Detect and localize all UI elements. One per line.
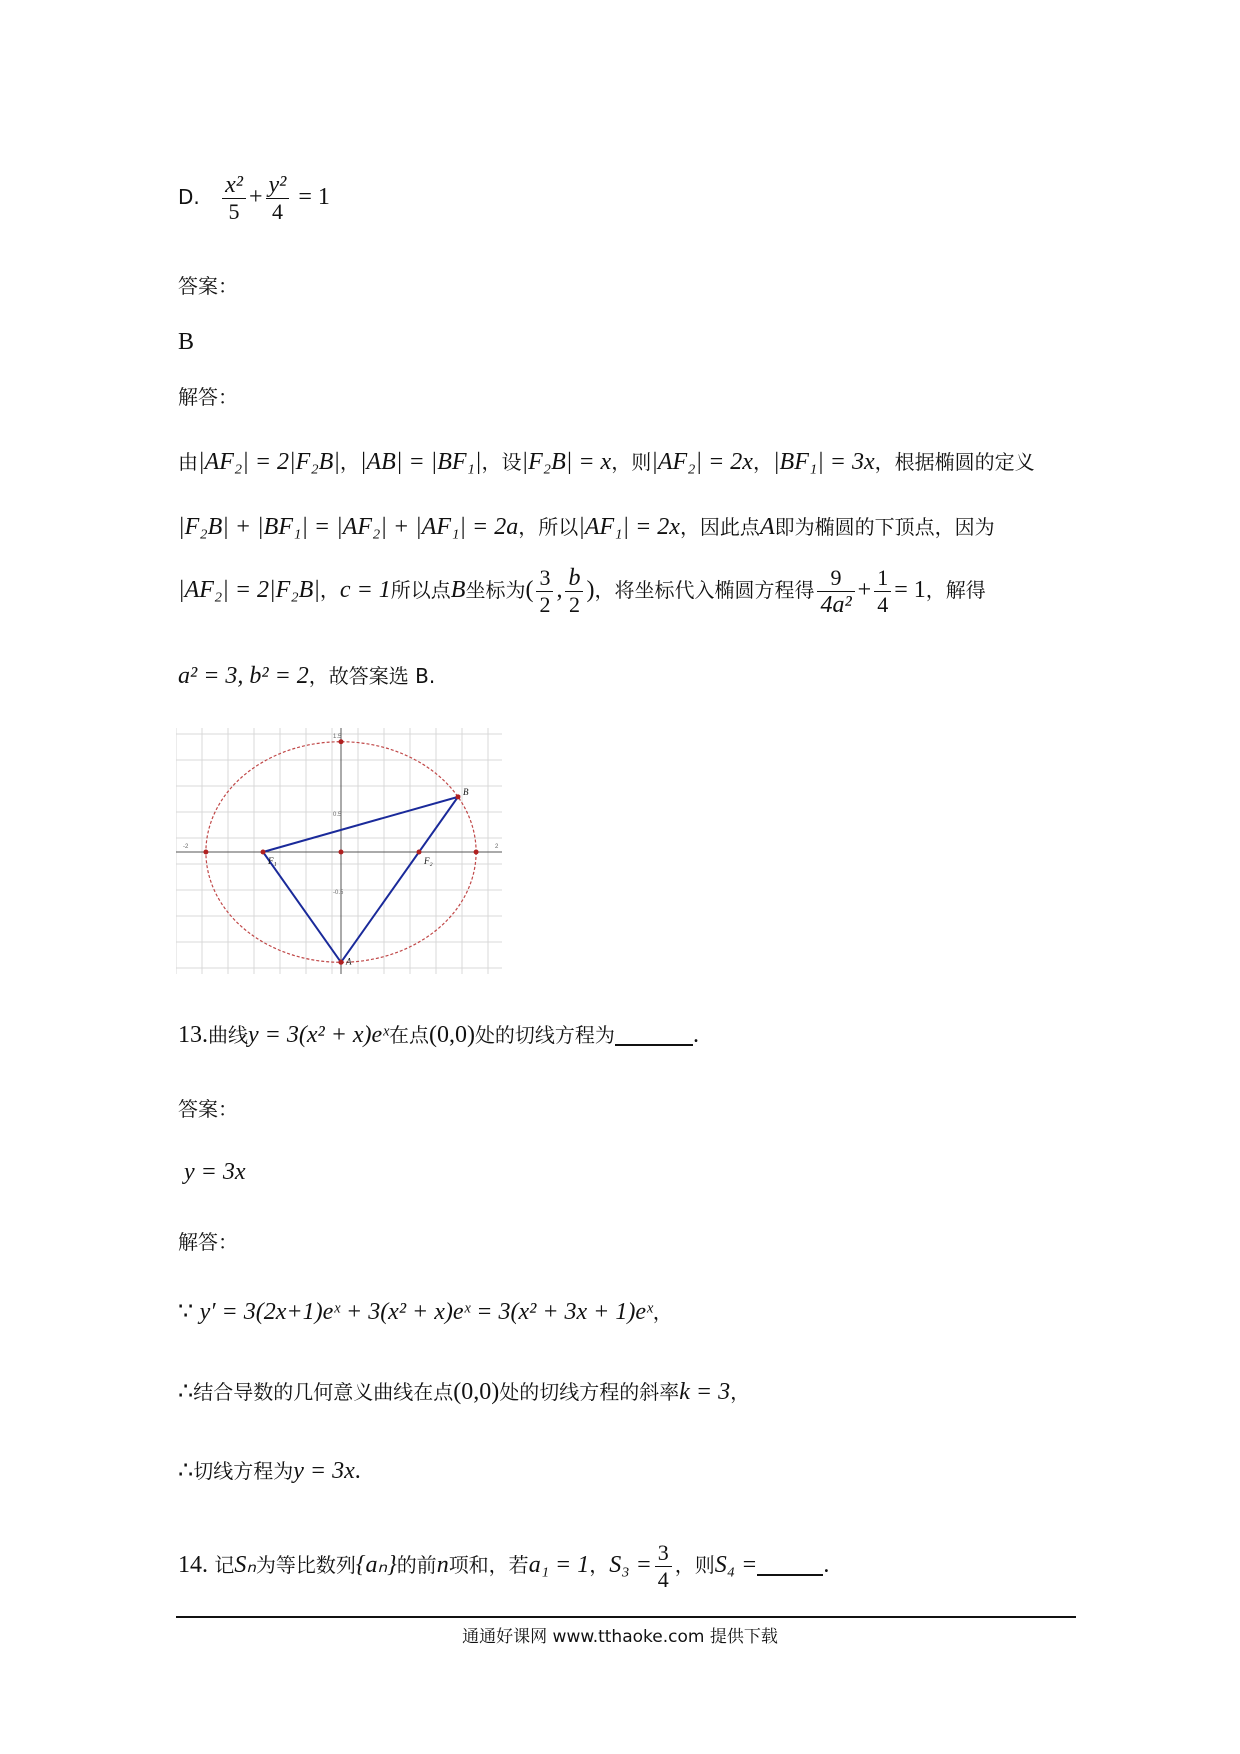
answer-value: y = 3x [184, 1159, 246, 1185]
option-d: D. $\frac{\text{x²}}{5}$ + $\frac{\text{y²}}{4}$ = 1 [178, 172, 330, 224]
solution-line: |AF₂| = 2|F₂B|，c = 1所以点B坐标为( $\frac{3}{2}$ , $\frac{b}{2}$ )，将坐标代入椭圆方程得 $\frac{9}{\text{4a²}}$ + $\frac{1}{4}$ = 1，解得 [178, 565, 986, 618]
ellipse-vertex-point [474, 850, 479, 855]
solution-line: 由|AF₂| = 2|F₂B|，|AB| = |BF₁|，设|F₂B| = x，则|AF₂| = 2x，|BF₁| = 3x，根据椭圆的定义 [178, 449, 1035, 475]
footer: 通通好课网 www.tthaoke.com 提供下载 [462, 1627, 778, 1647]
point-f1 [261, 850, 266, 855]
question-13: 13.曲线y = 3(x² + x)eˣ在点(0,0)处的切线方程为 . [178, 1022, 699, 1048]
tick-label: 1.5 [333, 734, 342, 740]
point-label-a: A [346, 956, 352, 967]
fraction: $\frac{\text{x²}}{5}$ [222, 172, 246, 225]
tick-label: -2 [183, 844, 189, 850]
answer-value: B [178, 329, 195, 355]
tick-label: -0.5 [333, 890, 344, 896]
fraction: $\frac{\text{y²}}{4}$ [266, 172, 290, 225]
triangle-abf1 [263, 797, 458, 962]
ellipse-figure [176, 728, 502, 974]
solution-line: |F₂B| + |BF₁| = |AF₂| + |AF₁| = 2a，所以|AF₁| = 2x，因此点A即为椭圆的下顶点，因为 [178, 514, 995, 540]
point-f2 [417, 850, 422, 855]
answer-label: 答案： [178, 274, 238, 298]
solution-line: ∴切线方程为y = 3x. [178, 1458, 361, 1484]
point-label-f1: F₁ [268, 856, 277, 866]
tick-label: 0.5 [333, 812, 342, 818]
tick-label: 2 [495, 844, 499, 850]
fraction: $\frac{b}{2}$ [565, 565, 583, 618]
option-label: D. [178, 185, 200, 209]
fraction: $\frac{3}{2}$ [536, 565, 553, 618]
point-label-b: B [463, 786, 469, 797]
footer-rule [176, 1616, 1076, 1618]
origin-point [339, 850, 344, 855]
ellipse-vertex-point [203, 850, 208, 855]
fraction: $\frac{9}{\text{4a²}}$ [817, 565, 854, 618]
fraction: $\frac{1}{4}$ [874, 565, 891, 618]
point-label-f2: F₂ [424, 856, 433, 866]
fraction: $\frac{3}{4}$ [655, 1540, 672, 1593]
solution-label: 解答： [178, 1230, 238, 1254]
point-a [339, 960, 344, 965]
answer-label: 答案： [178, 1097, 238, 1121]
answer-blank[interactable] [757, 1550, 823, 1576]
solution-line: ∴结合导数的几何意义曲线在点(0,0)处的切线方程的斜率k = 3， [178, 1379, 751, 1405]
answer-blank[interactable] [615, 1020, 693, 1046]
solution-line: ∵ y′ = 3(2x+1)eˣ + 3(x² + x)eˣ = 3(x² + 3x + 1)eˣ， [178, 1299, 673, 1325]
question-14: 14. 记Sₙ为等比数列{aₙ}的前n项和，若a₁ = 1，S₃ = $\frac{3}{4}$ ，则S₄ = . [178, 1540, 830, 1592]
solution-line: a² = 3, b² = 2，故答案选 B. [178, 663, 436, 689]
point-b [456, 794, 461, 799]
solution-label: 解答： [178, 385, 238, 409]
